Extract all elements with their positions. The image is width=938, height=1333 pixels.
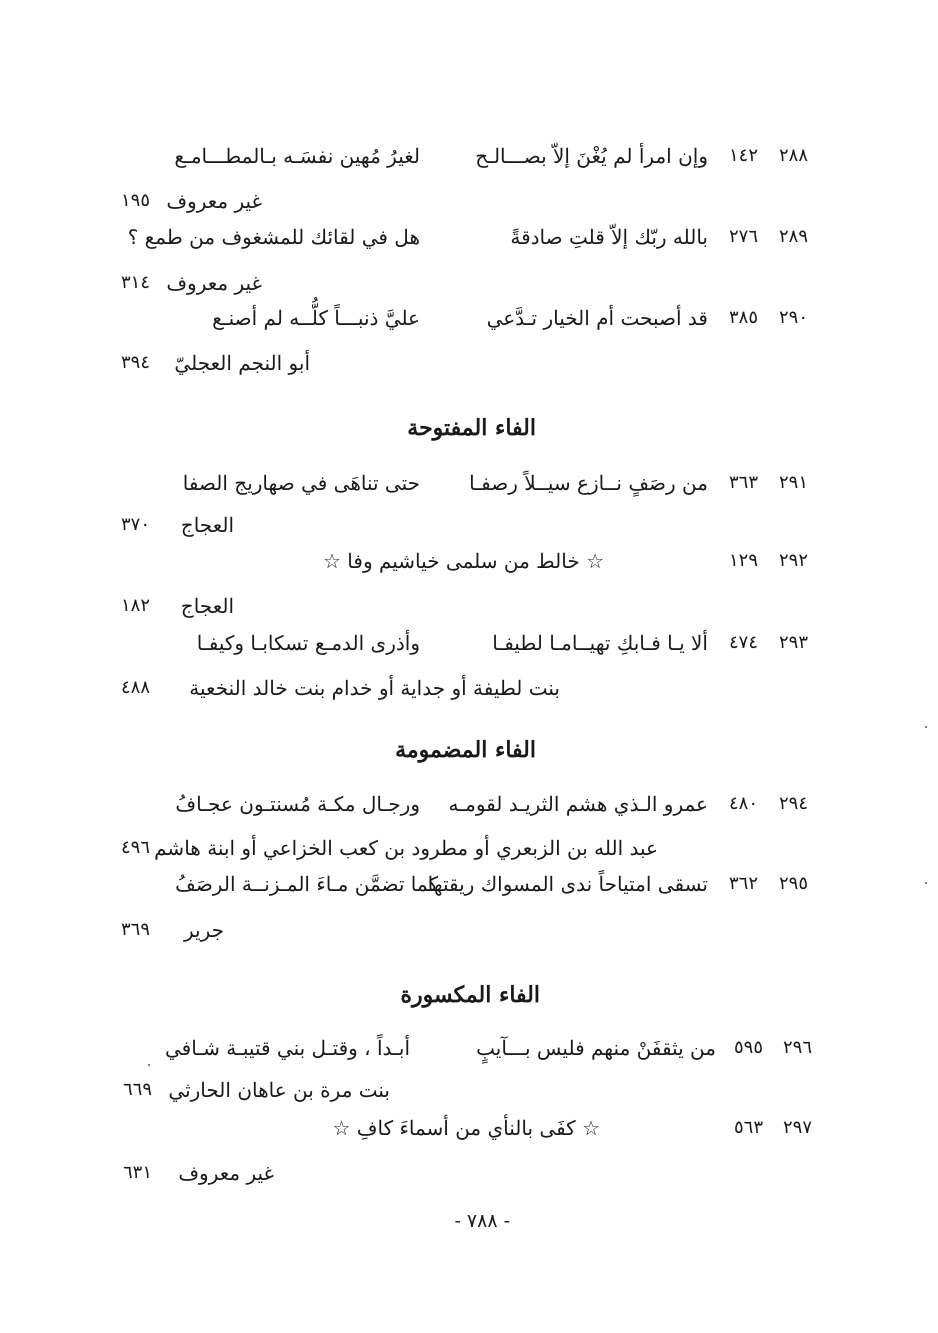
verse-first-hemistich: من رصَفٍ نــازع سيــلاً رصفـا bbox=[469, 471, 708, 495]
entry-page: ٥٩٥ bbox=[733, 1037, 763, 1058]
poet-name: غير معروف bbox=[178, 1161, 274, 1185]
verse-second-hemistich: أبـداً ، وقتـل بني قتيبـة شـافي bbox=[165, 1036, 410, 1060]
poet-name: بنت لطيفة أو جداية أو خدام بنت خالد النخعية bbox=[189, 676, 560, 700]
verse-second-hemistich: لغيرُ مُهين نفسَـه بـالمطـــامـع bbox=[174, 144, 420, 168]
entry-number: ٢٩٣ bbox=[778, 632, 808, 653]
source-ref: ٣٧٠ bbox=[120, 514, 150, 535]
verse-first-hemistich: قد أصبحت أم الخيار تـدَّعي bbox=[486, 306, 708, 330]
page-number: - ٧٨٨ - bbox=[454, 1210, 510, 1232]
scan-speck bbox=[148, 1064, 150, 1066]
verse-first-hemistich: وإن امرأ لم يُغْنَ إلاّ بصـــالـح bbox=[475, 144, 708, 168]
verse-second-hemistich: وأذرى الدمـع تسكابـا وكيفـا bbox=[196, 631, 420, 655]
poet-name: أبو النجم العجليّ bbox=[174, 351, 310, 375]
source-ref: ١٩٥ bbox=[120, 190, 150, 211]
poet-name: عبد الله بن الزبعري أو مطرود بن كعب الخزاعي أو ابنة هاشم bbox=[154, 836, 658, 860]
entry-page: ٣٦٢ bbox=[728, 873, 758, 894]
verse-single-hemistich: ☆ كفَى بالنأي من أسماءَ كافِ ☆ bbox=[332, 1116, 600, 1140]
source-ref: ٣٦٩ bbox=[120, 919, 150, 940]
scan-speck bbox=[925, 882, 927, 884]
source-ref: ٤٨٨ bbox=[120, 677, 150, 698]
section-heading: الفاء المضمومة bbox=[395, 737, 536, 763]
entry-page: ٤٧٤ bbox=[728, 632, 758, 653]
entry-number: ٢٩٢ bbox=[778, 550, 808, 571]
source-ref: ١٨٢ bbox=[120, 595, 150, 616]
source-ref: ٤٩٦ bbox=[120, 837, 150, 858]
entry-number: ٢٩٥ bbox=[778, 873, 808, 894]
entry-page: ١٤٢ bbox=[728, 145, 758, 166]
verse-second-hemistich: حتى تناهَى في صهاريج الصفا bbox=[182, 471, 420, 495]
source-ref: ٣٩٤ bbox=[120, 352, 150, 373]
poet-name: العجاج bbox=[180, 594, 234, 618]
section-heading: الفاء المفتوحة bbox=[407, 415, 536, 441]
scan-speck bbox=[925, 726, 927, 728]
entry-page: ٣٦٣ bbox=[728, 472, 758, 493]
entry-page: ٥٦٣ bbox=[733, 1117, 763, 1138]
source-ref: ٣١٤ bbox=[120, 272, 150, 293]
poet-name: غير معروف bbox=[166, 189, 262, 213]
verse-single-hemistich: ☆ خالط من سلمى خياشيم وفا ☆ bbox=[323, 549, 604, 573]
entry-page: ٣٨٥ bbox=[728, 307, 758, 328]
verse-second-hemistich: كما تضمَّن مـاءَ المـزنــة الرصَفُ bbox=[175, 872, 438, 896]
verse-first-hemistich: ألا يـا فـابكِ تهيــامـا لطيفـا bbox=[492, 631, 708, 655]
poet-name: غير معروف bbox=[166, 271, 262, 295]
source-ref: ٦٣١ bbox=[122, 1162, 152, 1183]
entry-page: ٢٧٦ bbox=[728, 226, 758, 247]
poet-name: جرير bbox=[184, 918, 224, 942]
entry-number: ٢٩٦ bbox=[782, 1037, 812, 1058]
verse-first-hemistich: من يثقفَنْ منهم فليس بـــآيبٍ bbox=[476, 1036, 716, 1060]
source-ref: ٦٦٩ bbox=[122, 1079, 152, 1100]
verse-second-hemistich: هل في لقائك للمشغوف من طمع ؟ bbox=[127, 225, 420, 249]
verse-second-hemistich: ورجـال مكـة مُسنتـون عجـافُ bbox=[175, 792, 420, 816]
verse-first-hemistich: بالله ربّك إلاّ قلتِ صادقةً bbox=[510, 225, 708, 249]
verse-first-hemistich: عمرو الـذي هشم الثريـد لقومـه bbox=[448, 792, 708, 816]
entry-number: ٢٩١ bbox=[778, 472, 808, 493]
verse-first-hemistich: تسقى امتياحاً ندى المسواك ريقتها bbox=[427, 872, 708, 896]
entry-number: ٢٩٤ bbox=[778, 793, 808, 814]
entry-number: ٢٨٨ bbox=[778, 145, 808, 166]
entry-page: ٤٨٠ bbox=[728, 793, 758, 814]
entry-number: ٢٩٠ bbox=[778, 307, 808, 328]
verse-second-hemistich: عليَّ ذنبـــاً كلُّــه لم أصنـع bbox=[212, 306, 420, 330]
poet-name: بنت مرة بن عاهان الحارثي bbox=[168, 1078, 390, 1102]
entry-number: ٢٩٧ bbox=[782, 1117, 812, 1138]
section-heading: الفاء المكسورة bbox=[400, 982, 540, 1008]
poet-name: العجاج bbox=[180, 513, 234, 537]
entry-number: ٢٨٩ bbox=[778, 226, 808, 247]
entry-page: ١٢٩ bbox=[728, 550, 758, 571]
